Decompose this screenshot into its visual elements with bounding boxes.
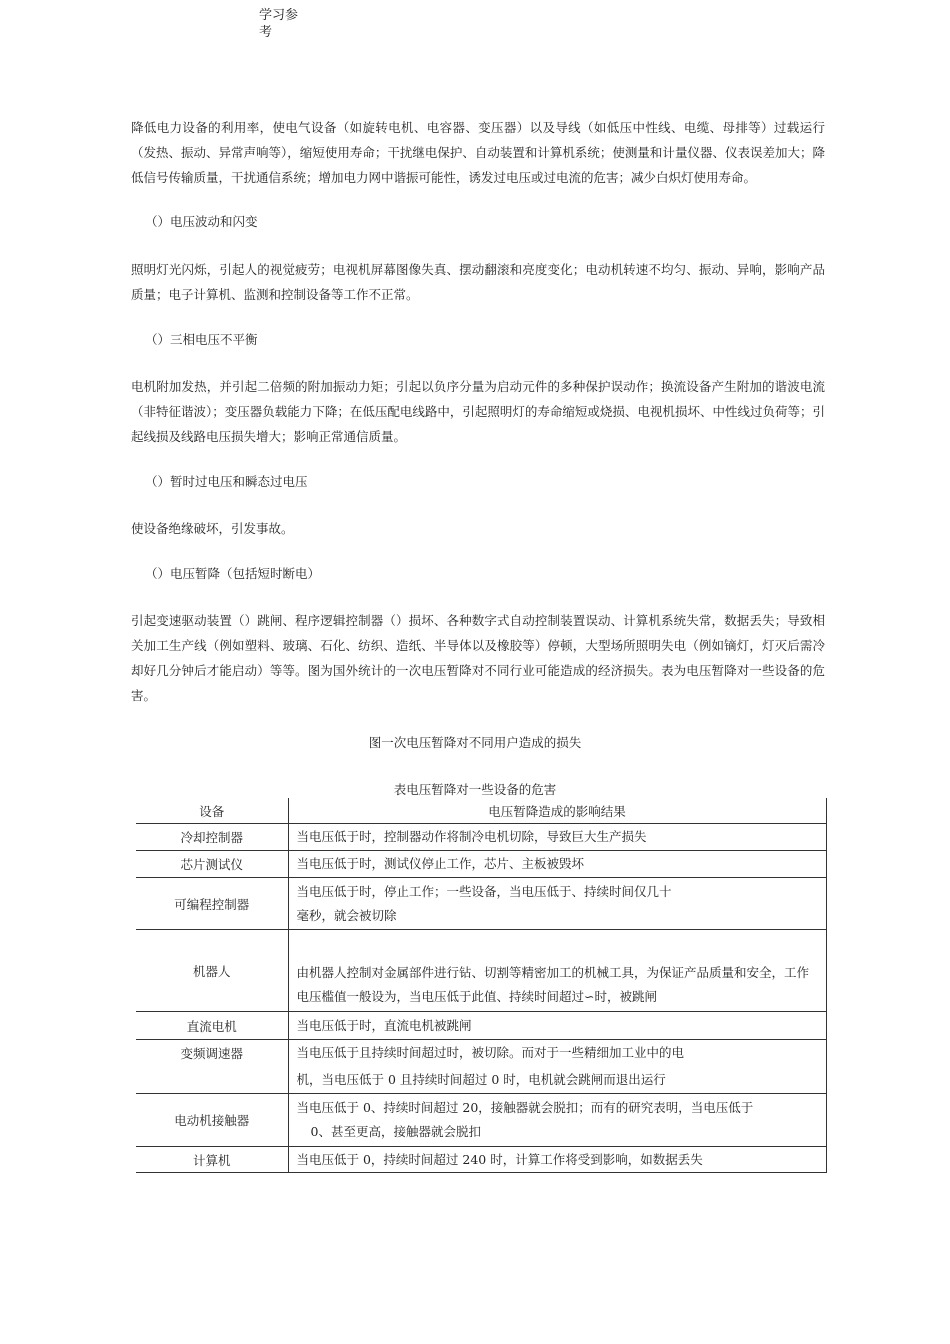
effect-text: 当电压低于时，控制器动作将制冷电机切除，导致巨大生产损失 — [296, 829, 647, 844]
effect-cell — [288, 1067, 826, 1094]
effect-cell — [288, 851, 826, 878]
device-cell: 芯片测试仪 — [136, 851, 288, 878]
table-caption: 表电压暂降对一些设备的危害 — [393, 782, 557, 797]
effect-text: 当电压低于且持续时间超过时，被切除。而对于一些精细加工业中的电 — [296, 1045, 685, 1061]
effect-cell — [288, 1040, 826, 1067]
effect-text: 当电压低于时，停止工作；一些设备，当电压低于、持续时间仅几十 — [296, 883, 672, 899]
device-cell: 机器人 — [136, 930, 288, 1012]
effect-cell — [288, 1147, 826, 1173]
effect-text: 电压槛值一般设为，当电压低于此值、持续时间超过∽时，被跳闸 — [296, 989, 657, 1004]
effect-text: 当电压低于时，直流电机被跳闸 — [296, 1017, 472, 1033]
effect-text: 毫秒，就会被切除 — [296, 907, 397, 923]
effect-cell — [288, 930, 826, 1012]
table-row — [136, 878, 826, 930]
table-row — [136, 930, 826, 1012]
heading-voltage-fluctuation: （）电压波动和闪变 — [145, 214, 258, 229]
paragraph-harmonic-effects: 降低电力设备的利用率，使电气设备（如旋转电机、电容器、变压器）以及导线（如低压中性线、电缆、母排等）过载运行（发热、振动、异常声响等），缩短使用寿命；干扰继电保护、自动装置和计算机系统；使测量和计量仪器、仪表误差加大；降低信号传输质量，干扰通信系统；增加电力网中谐振可能性，诱发过电压或过电流的危害；减少白炽灯使用寿命。 — [131, 120, 825, 185]
header-line-2: 考 — [259, 25, 273, 40]
table-row — [136, 851, 826, 878]
figure-caption: 图一次电压暂降对不同用户造成的损失 — [368, 735, 582, 750]
heading-voltage-sag: （）电压暂降（包括短时断电） — [145, 566, 321, 581]
effect-text: 由机器人控制对金属部件进行钻、切割等精密加工的机械工具，为保证产品质量和安全，工作 — [296, 965, 810, 980]
device-cell: 可编程控制器 — [136, 878, 288, 930]
paragraph-unbalance-effects: 电机附加发热，并引起二倍频的附加振动力矩；引起以负序分量为启动元件的多种保护误动作；换流设备产生附加的谐波电流（非特征谐波）；变压器负载能力下降；在低压配电线路中，引起照明灯的寿命缩短或烧损、电视机损坏、中性线过负荷等；引起线损及线路电压损失增大；影响正常通信质量。 — [131, 379, 825, 444]
effect-cell — [288, 1094, 826, 1147]
device-cell: 计算机 — [136, 1147, 288, 1173]
heading-three-phase-unbalance: （）三相电压不平衡 — [145, 332, 258, 347]
column-header-effect: 电压暂降造成的影响结果 — [288, 798, 826, 824]
device-cell: 直流电机 — [136, 1012, 288, 1040]
table-row — [136, 1012, 826, 1040]
effect-text: 0、甚至更高，接触器就会脱扣 — [310, 1124, 481, 1139]
heading-overvoltage: （）暂时过电压和瞬态过电压 — [145, 474, 308, 489]
table-row — [136, 1040, 826, 1067]
effect-text: 当电压低于 0、持续时间超过 20，接触器就会脱扣；而有的研究表明，当电压低于 — [296, 1100, 754, 1115]
device-cell: 冷却控制器 — [136, 824, 288, 851]
table-row — [136, 1147, 826, 1173]
table-row-continuation — [136, 1067, 826, 1094]
paragraph-overvoltage-effects: 使设备绝缘破坏，引发事故。 — [131, 521, 294, 536]
paragraph-flicker-effects: 照明灯光闪烁，引起人的视觉疲劳；电视机屏幕图像失真、摆动翻滚和亮度变化；电动机转速不均匀、振动、异响，影响产品质量；电子计算机、监测和控制设备等工作不正常。 — [131, 262, 825, 302]
effect-text: 机，当电压低于 0 且持续时间超过 0 时，电机就会跳闸而退出运行 — [296, 1071, 666, 1087]
effect-text: 当电压低于 0，持续时间超过 240 时，计算工作将受到影响，如数据丢失 — [296, 1151, 703, 1167]
column-header-device: 设备 — [136, 798, 288, 824]
table-header-row — [136, 798, 826, 824]
header-line-1: 学习参 — [259, 8, 299, 23]
paragraph-sag-effects: 引起变速驱动装置（）跳闸、程序逻辑控制器（）损坏、各种数字式自动控制装置误动、计算机系统失常，数据丢失；导致相关加工生产线（例如塑料、玻璃、石化、纺织、造纸、半导体以及橡胶等）停顿，大型场所照明失电（例如镝灯，灯灭后需冷却好几分钟后才能启动）等等。图为国外统计的一次电压暂降对不同行业可能造成的经济损失。表为电压暂降对一些设备的危害。 — [131, 613, 825, 703]
table-row — [136, 824, 826, 851]
page-header — [259, 7, 319, 41]
device-cell: 电动机接触器 — [136, 1094, 288, 1147]
effect-text: 当电压低于时，测试仪停止工作，芯片、主板被毁坏 — [296, 856, 585, 871]
effect-cell — [288, 878, 826, 930]
device-cell: 变频调速器 — [180, 1046, 243, 1062]
table-row — [136, 1094, 826, 1147]
effect-cell — [288, 1012, 826, 1040]
device-cell-empty — [136, 1067, 288, 1094]
equipment-sag-table — [136, 798, 827, 1173]
effect-cell — [288, 824, 826, 851]
